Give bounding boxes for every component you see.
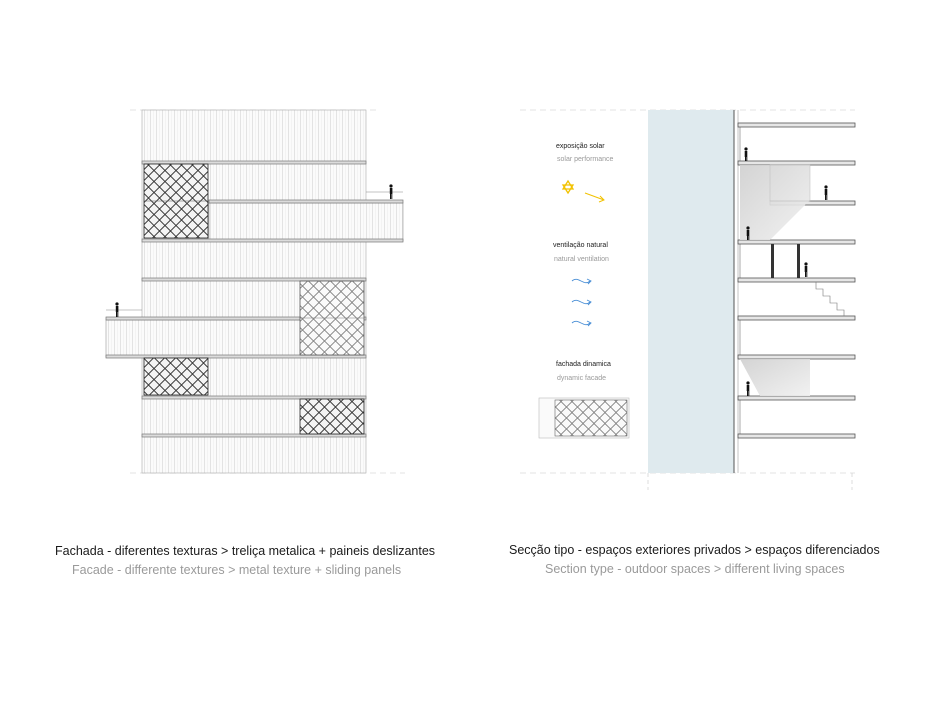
facade-caption-en: Facade - differente textures > metal texture + sliding panels — [72, 563, 402, 577]
dynamic-title: fachada dinamica — [556, 361, 611, 368]
solar-arrow-icon — [585, 193, 604, 202]
solar-subtitle: solar performance — [557, 156, 614, 163]
facade-elevation — [106, 110, 405, 473]
ventilation-subtitle: natural ventilation — [554, 256, 609, 263]
section-caption: Secção tipo - espaços exteriores privados > espaços diferenciados — [509, 543, 880, 557]
facade-caption: Fachada - diferentes texturas > treliça metalica + paineis deslizantes — [55, 544, 436, 558]
dynamic-facade-icon — [539, 398, 629, 438]
section-caption-en: Section type - outdoor spaces > different living spaces — [545, 562, 845, 576]
sun-icon — [563, 181, 573, 193]
wind-icon — [572, 279, 591, 326]
dynamic-subtitle: dynamic facade — [557, 375, 607, 382]
ventilation-title: ventilação natural — [553, 242, 608, 249]
solar-title: exposição solar — [556, 143, 605, 150]
